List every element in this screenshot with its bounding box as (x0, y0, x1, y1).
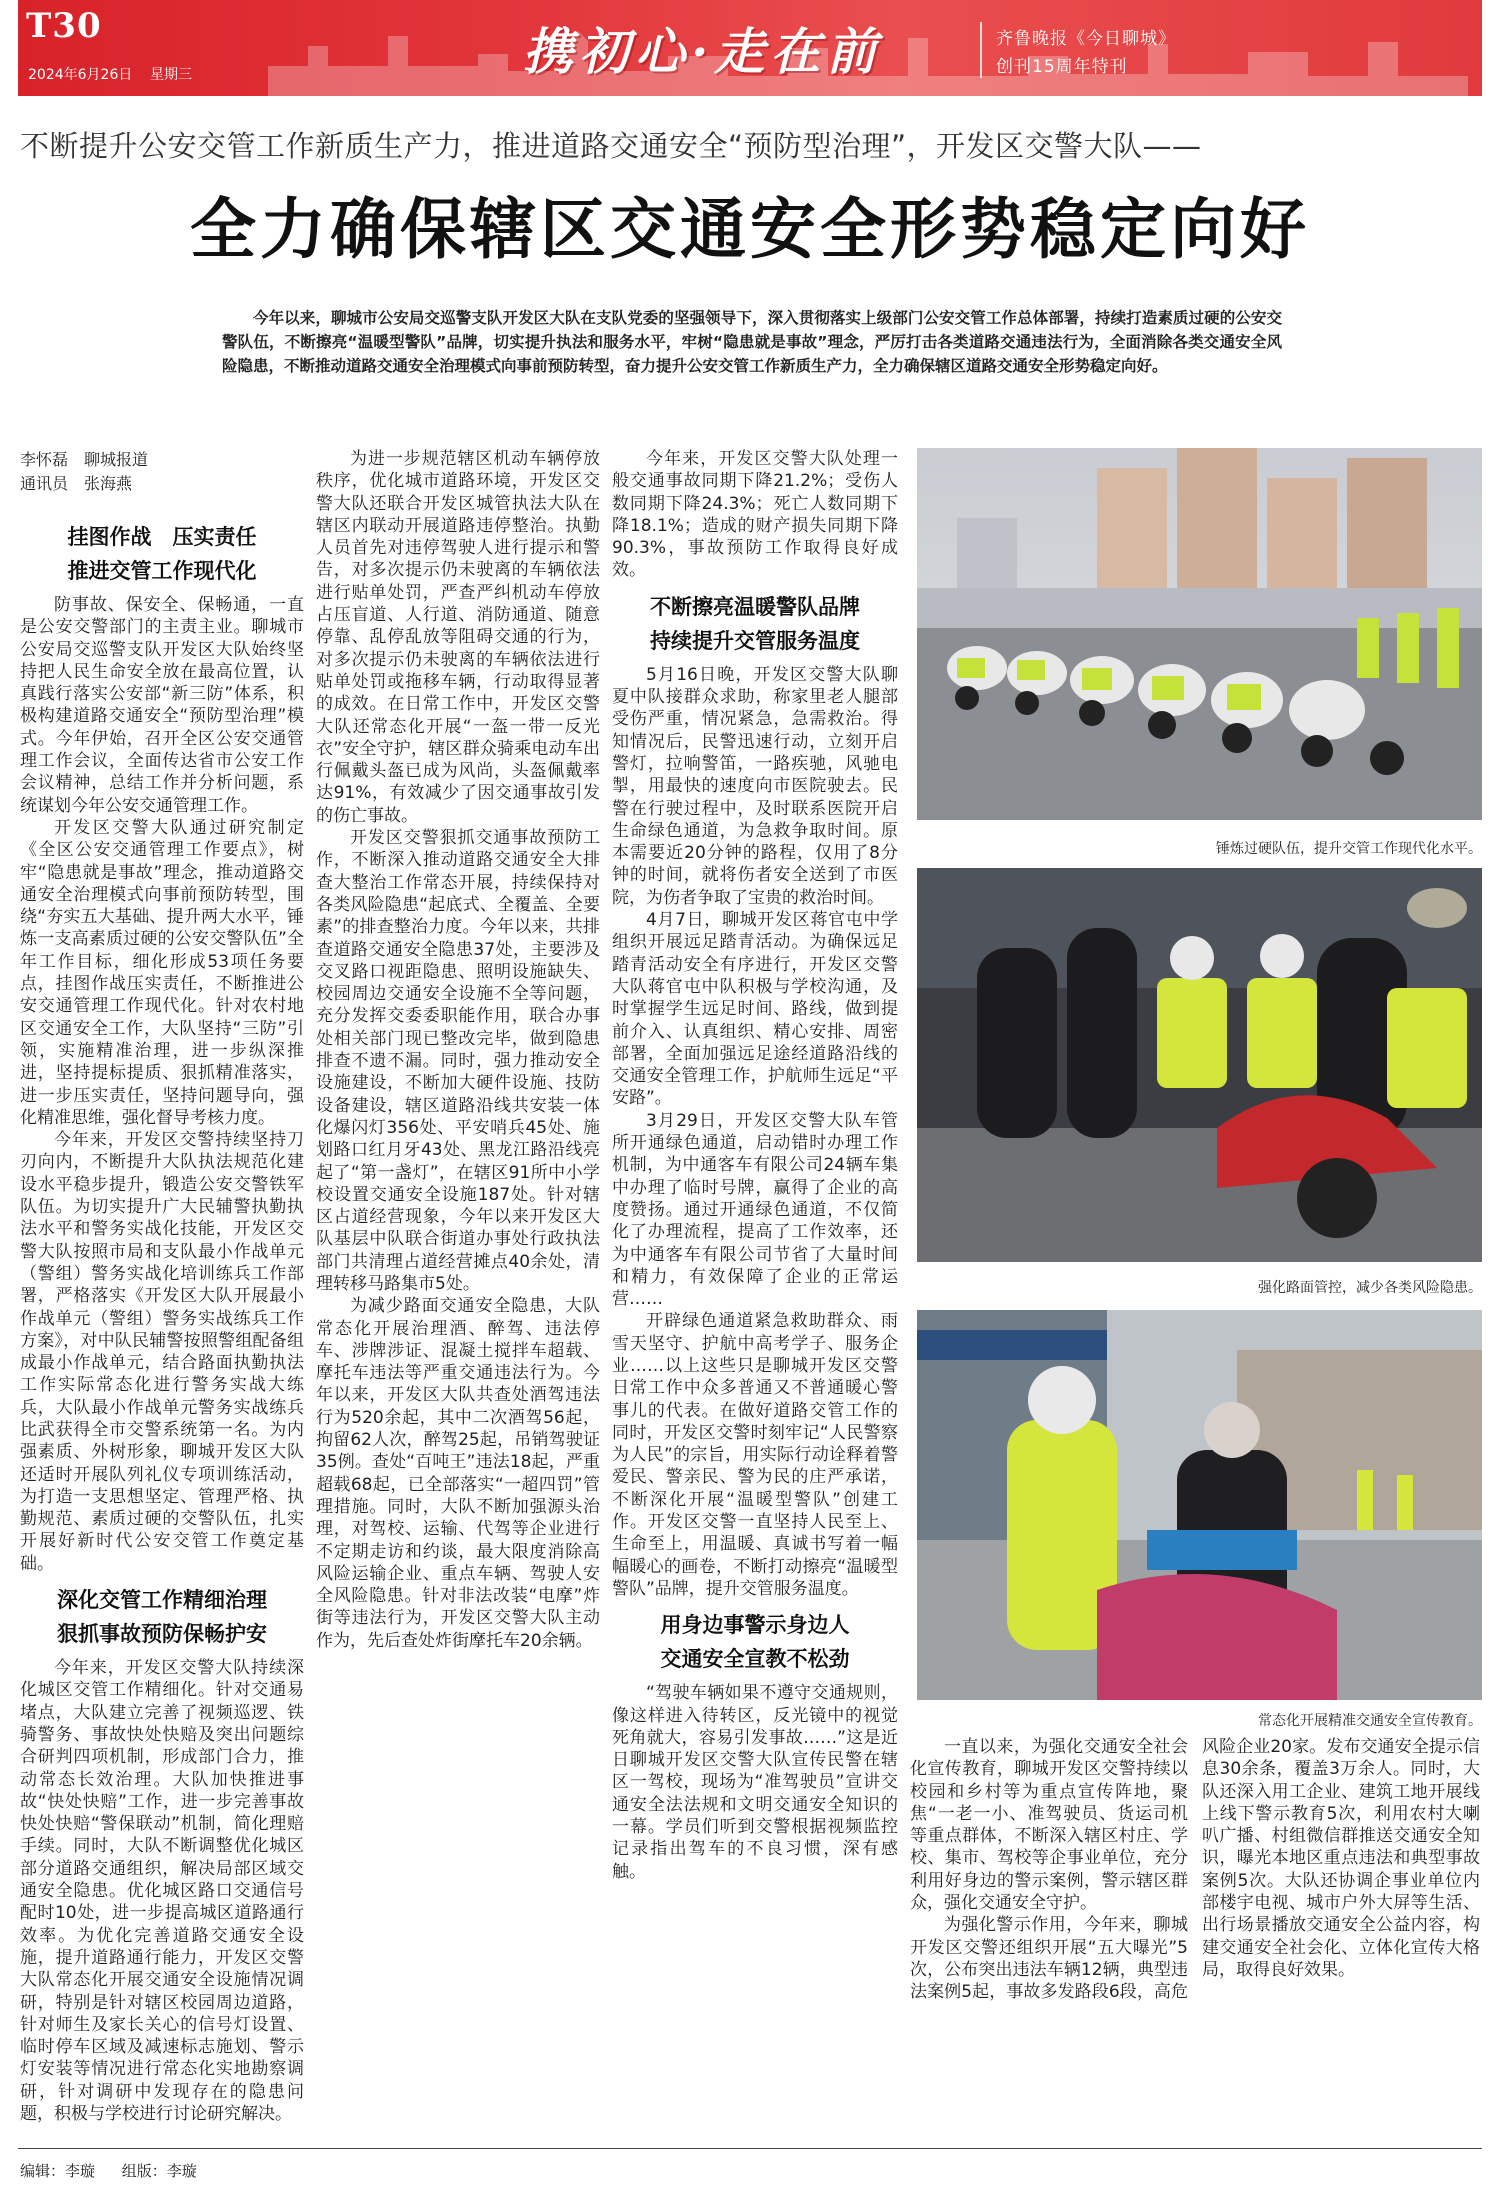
footer-layout: 组版：李璇 (121, 2162, 197, 2180)
byline (20, 448, 300, 496)
page-number: T30 (26, 6, 102, 46)
photo-officers-inspecting-motorcycles (917, 868, 1482, 1262)
paragraph: 防事故、保安全、保畅通，一直是公安交警部门的主责主业。聊城市公安局交巡警支队开发区大队始终坚持把人民生命安全放在最高位置，认真践行落实公安部“新三防”体系，积极构建道路交通安全“预防型治理”模式。今年伊始，召开全区公安交通管理工作会议，全面传达省市公安工作会议精神，总结工作并分析问题，系统谋划今年公安交通管理工作。 (20, 595, 304, 816)
paragraph: 4月7日，聊城开发区蒋官屯中学组织开展远足踏青活动。为确保远足踏青活动安全有序进行，开发区交警大队蒋官屯中队积极与学校沟通，及时掌握学生远足时间、路线，做到提前介入、认真组织、精心安排、周密部署，全面加强远足途经道路沿线的交通安全管理工作，护航师生远足“平安路”。 (612, 910, 898, 1109)
paragraph: 一直以来，为强化交通安全社会化宣传教育，聊城开发区交警持续以校园和乡村等为重点宣传阵地，聚焦“一老一小、准驾驶员、货运司机等重点群体，不断深入辖区村庄、学校、集市、驾校等企事业单位，充分利用好身边的警示案例，警示辖区群众，强化交通安全守护。 (910, 1737, 1188, 1914)
photo-illustration-3 (917, 1310, 1482, 1700)
headline-kicker: 不断提升公安交管工作新质生产力，推进道路交通安全“预防型治理”，开发区交警大队—— (20, 129, 1202, 163)
section-heading-1-line1: 挂图作战 压实责任 (67, 524, 257, 549)
paragraph: 开发区交警大队通过研究制定《全区公安交通管理工作要点》，树牢“隐患就是事故”理念，推动道路交通安全治理模式向事前预防转型，围绕“夯实五大基础、提升两大水平，锤炼一支高素质过硬的公安交警队伍”全年工作目标，细化形成53项任务要点，挂图作战压实责任，不断推进公安交通管理工作现代化。针对农村地区交通安全工作，大队坚持“三防”引领，实施精准治理，进一步纵深推进，坚持提标提质、狠抓精准落实，进一步压实责任，坚持问题导向，强化精准思维，强化督导考核力度。 (20, 817, 304, 1128)
section-heading-4 (612, 1608, 898, 1676)
section-heading-1 (20, 520, 304, 588)
article-column-2 (316, 448, 600, 2036)
paragraph: 为减少路面交通安全隐患，大队常态化开展治理酒、醉驾、违法停车、涉牌涉证、混凝土搅拌车超载、摩托车违法等严重交通违法行为。今年以来，开发区大队共查处酒驾违法行为520余起，其中二次酒驾56起，拘留62人次，醉驾25起，吊销驾驶证35例。查处“百吨王”违法18起，严重超载68起，已全部落实“一超四罚”管理措施。同时，大队不断加强源头治理，对驾校、运输、代驾等企业进行不定期走访和约谈，最大限度消除高风险运输企业、重点车辆、驾驶人安全风险隐患。针对非法改装“电摩”炸街等违法行为，开发区交警大队主动作为，先后查处炸街摩托车20余辆。 (316, 1296, 600, 1651)
paragraph: 开辟绿色通道紧急救助群众、雨雪天坚守、护航中高考学子、服务企业……以上这些只是聊城开发区交警日常工作中众多普通又不普通暖心警事儿的代表。在做好道路交管工作的同时，开发区交警时刻牢记“人民警察为人民”的宗旨，用实际行动诠释着警爱民、警亲民、警为民的庄严承诺，不断深化开展“温暖型警队”创建工作。开发区交警一直坚持人民至上、生命至上，用温暖、真诚书写着一幅幅暖心的画卷，不断打动擦亮“温暖型警队”品牌，提升交管服务温度。 (612, 1311, 898, 1599)
footer-divider (18, 2148, 1482, 2149)
anniversary-label: 创刊15周年特刊 (996, 57, 1128, 77)
photo-illustration-2 (917, 868, 1482, 1262)
paragraph: 今年来，开发区交警大队处理一般交通事故同期下降21.2%；受伤人数同期下降24.3%；死亡人数同期下降18.1%；造成的财产损失同期下降90.3%，事故预防工作取得良好成效。 (612, 449, 898, 581)
paragraph: 开发区交警狠抓交通事故预防工作，不断深入推动道路交通安全大排查大整治工作常态开展，持续保持对各类风险隐患“起底式、全覆盖、全要素”的排查整治力度。今年以来，共排查道路交通安全隐患37处，主要涉及交叉路口视距隐患、照明设施缺失、校园周边交通安全设施不全等问题，充分发挥交委委职能作用，联合办事处相关部门现已整改完毕，做到隐患排查不遗不漏。同时，强力推动安全设施建设，不断加大硬件设施、技防设备建设，辖区道路沿线共安装一体化爆闪灯356处、平安哨兵45处、施划路口红月牙43处、黑龙江路沿线亮起了“第一盏灯”，在辖区91所中小学校设置交通安全设施187处。针对辖区占道经营现象，今年以来开发区大队基层中队联合街道办事处行政执法部门共清理占道经营摊点40余处，清理转移马路集市5处。 (316, 828, 600, 1294)
paragraph: 5月16日晚，开发区交警大队聊夏中队接群众求助，称家里老人腿部受伤严重，情况紧急，急需救治。得知情况后，民警迅速行动，立刻开启警灯，拉响警笛，一路疾驰，风驰电掣，用最快的速度向市医院驶去。民警在行驶过程中，及时联系医院开启生命绿色通道，为急救争取时间。原本需要近20分钟的路程，仅用了8分钟的时间，就将伤者安全送到了市医院，为伤者争取了宝贵的救治时间。 (612, 664, 898, 908)
paragraph: 为进一步规范辖区机动车辆停放秩序，优化城市道路环境，开发区交警大队还联合开发区城管执法大队在辖区内联动开展道路违停整治。执勤人员首先对违停驾驶人进行提示和警告，对多次提示仍未驶离的车辆依法进行贴单处罚，严查严纠机动车停放占压盲道、人行道、消防通道、随意停靠、乱停乱放等阻碍交通的行为，对多次提示仍未驶离的车辆依法进行贴单处罚或拖移车辆，行动取得显著的成效。在日常工作中，开发区交警大队还常态化开展“一盔一带一反光衣”安全守护，辖区群众骑乘电动车出行佩戴头盔已成为风尚，头盔佩戴率达91%，有效减少了因交通事故引发的伤亡事故。 (316, 449, 600, 826)
section-heading-4-line1: 用身边事警示身边人 (660, 1612, 850, 1638)
paragraph: 今年来，开发区交警大队持续深化城区交管工作精细化。针对交通易堵点，大队建立完善了视频巡逻、铁骑警务、事故快处快赔及突出问题综合研判四项机制，形成部门合力，推动常态长效治理。大队加快推进事故“快处快赔”工作，进一步完善事故快处快赔“警保联动”机制，简化理赔手续。同时，大队不断调整优化城区部分道路交通组织，解决局部区域交通安全隐患。优化城区路口交通信号配时10处，进一步提高城区道路通行效率。为优化完善道路交通安全设施，提升道路通行能力，开发区交警大队常态化开展交通安全设施情况调研，特别是针对辖区校园周边道路，针对师生及家长关心的信号灯设置、临时停车区域及减速标志施划、警示灯安装等情况进行常态化实地勘察调研，针对调研中发现存在的隐患问题，积极与学校进行讨论研究解决。 (20, 1658, 304, 2124)
masthead-banner (18, 0, 1482, 96)
article-column-3 (612, 448, 898, 2036)
section-heading-2 (20, 1583, 304, 1651)
section-heading-2-line2: 狠抓事故预防保畅护安 (57, 1621, 267, 1647)
photo-caption-3: 常态化开展精准交通安全宣传教育。 (1258, 1713, 1482, 1729)
issue-weekday: 星期三 (150, 67, 192, 83)
section-heading-1-line2: 推进交管工作现代化 (67, 558, 257, 583)
photo-police-motorcycle-lineup (917, 448, 1482, 820)
paragraph: “驾驶车辆如果不遵守交通规则，像这样进入待转区，反光镜中的视觉死角就大，容易引发事故……”这是近日聊城开发区交警大队宣传民警在辖区一驾校，现场为“准驾驶员”宣讲交通安全法法规和文明交通安全知识的一幕。学员们听到交警根据视频监控记录指出驾车的不良习惯，深有感触。 (612, 1683, 898, 1882)
byline-reporter: 李怀磊 聊城报道 (20, 450, 149, 469)
byline-correspondent: 通讯员 张海燕 (20, 474, 133, 493)
masthead-divider (980, 22, 982, 78)
paragraph: 为强化警示作用，今年来，聊城开发区交警还组织开展“五大曝光”5次，公布突出违法车辆12辆，典型违法案例5起，事故多发路段6段，高危风险企业20家。发布交通安全提示信息30余条，覆盖3万余人。同时，大队还深入用工企业、建筑工地开展线上线下警示教育5次，利用农村大喇叭广播、村组微信群推送交通安全知识，曝光本地区重点违法和典型事故案例5次。大队还协调企事业单位内部楼宇电视、城市户外大屏等生活、出行场景播放交通安全公益内容，构建交通安全社会化、立体化宣传大格局，取得良好效果。 (910, 1737, 1480, 2003)
lead-paragraph: 今年以来，聊城市公安局交巡警支队开发区大队在支队党委的坚强领导下，深入贯彻落实上级部门公安交管工作总体部署，持续打造素质过硬的公安交警队伍，不断擦亮“温暖型警队”品牌，切实提升执法和服务水平，牢树“隐患就是事故”理念，严厉打击各类道路交通违法行为，全面消除各类交通安全风险隐患，不断推动道路交通安全治理模式向事前预防转型，奋力提升公安交管工作新质生产力，全力确保辖区道路交通安全形势稳定向好。 (222, 309, 1282, 375)
photo-caption-1: 锤炼过硬队伍，提升交管工作现代化水平。 (1216, 841, 1482, 857)
article-column-1 (20, 512, 304, 2124)
section-heading-4-line2: 交通安全宣教不松劲 (660, 1646, 850, 1672)
article-column-4 (910, 1736, 1480, 2036)
page-footer (20, 2160, 219, 2181)
section-heading-2-line1: 深化交管工作精细治理 (57, 1587, 267, 1613)
masthead-slogan: 携初心·走在前 (523, 22, 883, 81)
section-heading-3 (612, 590, 898, 658)
paragraph: 今年来，开发区交警持续坚持刀刃向内，不断提升大队执法规范化建设水平稳步提升，锻造公安交警铁军队伍。为切实提升广大民辅警执勤执法水平和警务实战化技能，开发区交警大队按照市局和支队最小作战单元（警组）警务实战化培训练兵工作部署，严格落实《开发区大队开展最小作战单元（警组）警务实战练兵工作方案》，对中队民辅警按照警组配备组成最小作战单元，结合路面执勤执法工作实际常态化进行警务实战大练兵，大队最小作战单元警务实战练兵比武获得全市交警系统第一名。为内强素质、外树形象，聊城开发区大队还适时开展队列礼仪专项训练活动，为打造一支思想坚定、管理严格、执勤规范、素质过硬的交警队伍，扎实开展好新时代公安交管工作奠定基础。 (20, 1130, 304, 1574)
paragraph: 3月29日，开发区交警大队车管所开通绿色通道，启动错时办理工作机制，为中通客车有限公司24辆车集中办理了临时号牌，赢得了企业的高度赞扬。通过开通绿色通道，不仅简化了办理流程，提高了工作效率，还为中通客车有限公司节省了大量时间和精力，有效保障了企业的正常运营…… (612, 1110, 898, 1310)
photo-traffic-safety-education (917, 1310, 1482, 1700)
section-heading-3-line1: 不断擦亮温暖警队品牌 (650, 593, 860, 619)
section-heading-3-line2: 持续提升交管服务温度 (650, 627, 860, 653)
photo-caption-2: 强化路面管控，减少各类风险隐患。 (1258, 1280, 1482, 1296)
main-headline: 全力确保辖区交通安全形势稳定向好 (190, 190, 1310, 268)
photo-illustration-1 (917, 448, 1482, 820)
footer-editor: 编辑：李璇 (20, 2162, 96, 2180)
issue-date: 2024年6月26日 (28, 67, 133, 83)
paper-name: 齐鲁晚报《今日聊城》 (996, 29, 1176, 49)
